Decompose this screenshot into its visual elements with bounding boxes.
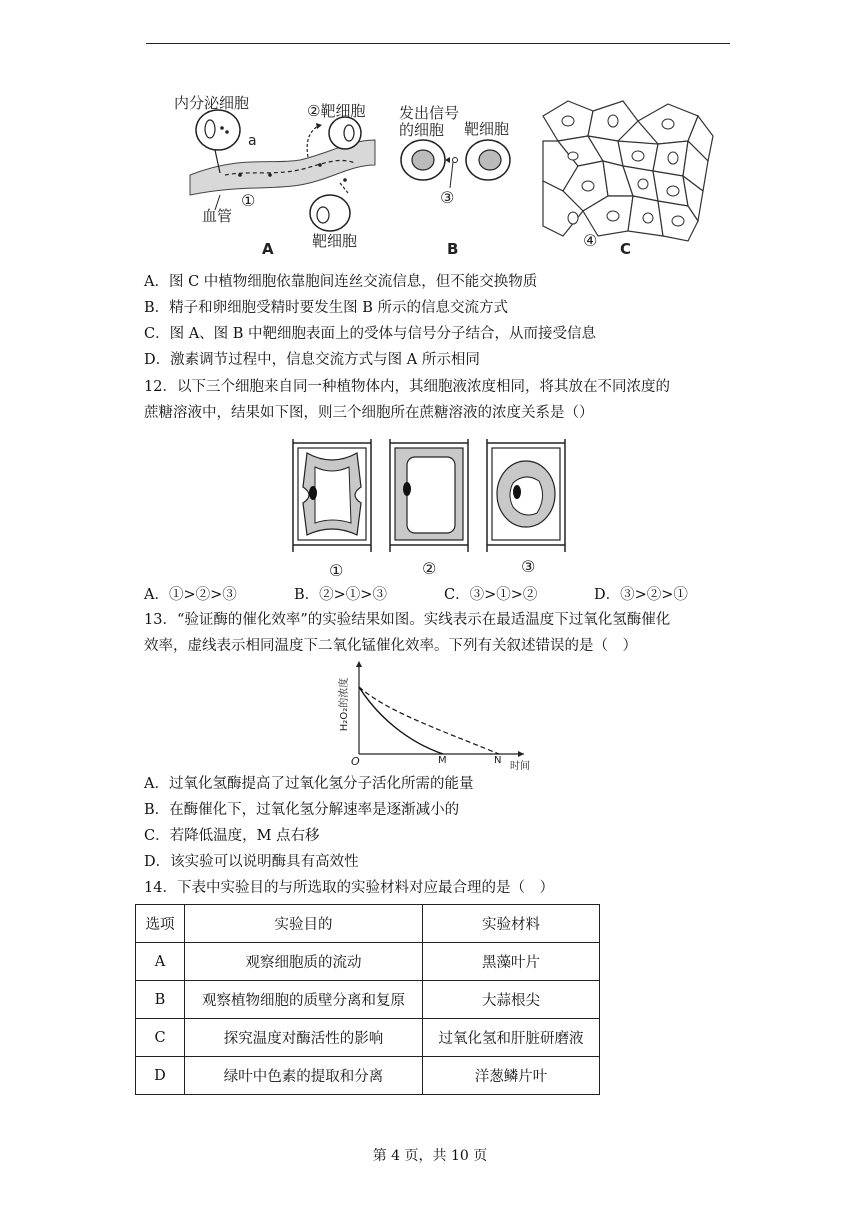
experiment-table: [135, 904, 600, 1095]
cell-purpose: 绿叶中色素的提取和分离: [185, 1057, 423, 1095]
chart-origin: O: [351, 755, 360, 768]
q11-option-b: B．精子和卵细胞受精时要发生图 B 所示的信息交流方式: [144, 300, 509, 316]
mark-a-label: a: [248, 133, 257, 149]
marker-4-label: ④: [583, 231, 598, 250]
table-header-row: [136, 905, 600, 943]
q13-option-b: B．在酶催化下，过氧化氢分解速率是逐渐减小的: [144, 802, 460, 818]
cell-signaling-figure: [0, 0, 860, 270]
q12-option-c: C．③>①>②: [444, 587, 538, 603]
cell-label-1: ①: [329, 561, 344, 580]
q12-option-d: D．③>②>①: [594, 587, 688, 603]
cell-option: C: [136, 1019, 185, 1057]
q14-stem: 14．下表中实验目的与所选取的实验材料对应最合理的是（ ）: [144, 880, 554, 896]
cell-material: 大蒜根尖: [423, 981, 600, 1019]
q11-option-a: A．图 C 中植物细胞依靠胞间连丝交流信息，但不能交换物质: [144, 274, 538, 290]
q13-option-c: C．若降低温度，M 点右移: [144, 828, 320, 844]
chart-xlabel: 时间: [510, 761, 530, 772]
chart-m-label: M: [438, 755, 447, 766]
endocrine-cell-label: 内分泌细胞: [174, 94, 250, 112]
cell-purpose: 观察细胞质的流动: [185, 943, 423, 981]
page-footer: 第 4 页，共 10 页: [372, 1148, 488, 1164]
q12-option-a: A．①>②>③: [144, 587, 237, 603]
q12-option-b: B．②>①>③: [294, 587, 387, 603]
table-row: [136, 943, 600, 981]
chart-n-label: N: [494, 755, 502, 766]
target-cell-bottom-label: 靶细胞: [312, 232, 358, 250]
cell-material: 黑藻叶片: [423, 943, 600, 981]
blood-vessel-label: 血管: [202, 207, 233, 225]
table-row: [136, 1019, 600, 1057]
panel-b-letter: B: [447, 240, 459, 258]
table-row: [136, 981, 600, 1019]
signal-cell-label-1: 发出信号: [399, 104, 460, 122]
plant-cells-figure: [285, 437, 575, 582]
q12-stem-line2: 蔗糖溶液中，结果如下图，则三个细胞所在蔗糖溶液的浓度关系是（）: [144, 405, 594, 421]
q11-option-c: C．图 A、图 B 中靶细胞表面上的受体与信号分子结合，从而接受信息: [144, 326, 597, 342]
cell-material: 过氧化氢和肝脏研磨液: [423, 1019, 600, 1057]
header-option: 选项: [136, 905, 185, 943]
mno2-curve: [359, 687, 499, 754]
cell-material: 洋葱鳞片叶: [423, 1057, 600, 1095]
marker-3-label: ③: [440, 188, 455, 207]
panel-a-letter: A: [262, 240, 274, 258]
q12-options: [144, 583, 688, 604]
q13-stem-line1: 13．“验证酶的催化效率”的实验结果如图。实线表示在最适温度下过氧化氢酶催化: [144, 612, 671, 628]
q13-stem-line2: 效率，虚线表示相同温度下二氧化锰催化效率。下列有关叙述错误的是（ ）: [144, 638, 637, 654]
plant-cells-diagram: [285, 437, 575, 557]
panel-c-diagram: [538, 96, 714, 246]
marker-1-label: ①: [241, 191, 256, 210]
chart-ylabel: H₂O₂的浓度: [339, 677, 351, 732]
q13-option-d: D．该实验可以说明酶具有高效性: [144, 854, 359, 870]
cell-label-3: ③: [521, 557, 536, 576]
catalysis-chart: [338, 657, 538, 772]
q12-stem-line1: 12．以下三个细胞来自同一种植物体内，其细胞液浓度相同，将其放在不同浓度的: [144, 379, 670, 395]
cell-purpose: 探究温度对酶活性的影响: [185, 1019, 423, 1057]
cell-option: A: [136, 943, 185, 981]
header-purpose: 实验目的: [185, 905, 423, 943]
header-material: 实验材料: [423, 905, 600, 943]
cell-purpose: 观察植物细胞的质壁分离和复原: [185, 981, 423, 1019]
cell-option: D: [136, 1057, 185, 1095]
table-row: [136, 1057, 600, 1095]
panel-b-target-label: 靶细胞: [464, 120, 510, 138]
q13-option-a: A．过氧化氢酶提高了过氧化氢分子活化所需的能量: [144, 776, 474, 792]
panel-c-letter: C: [620, 240, 632, 258]
q11-option-d: D．激素调节过程中，信息交流方式与图 A 所示相同: [144, 352, 480, 368]
target-cell-2-label: ②靶细胞: [307, 102, 366, 120]
signal-cell-label-2: 的细胞: [399, 121, 445, 139]
panel-b-diagram: [398, 130, 528, 200]
cell-label-2: ②: [422, 559, 437, 578]
cell-option: B: [136, 981, 185, 1019]
